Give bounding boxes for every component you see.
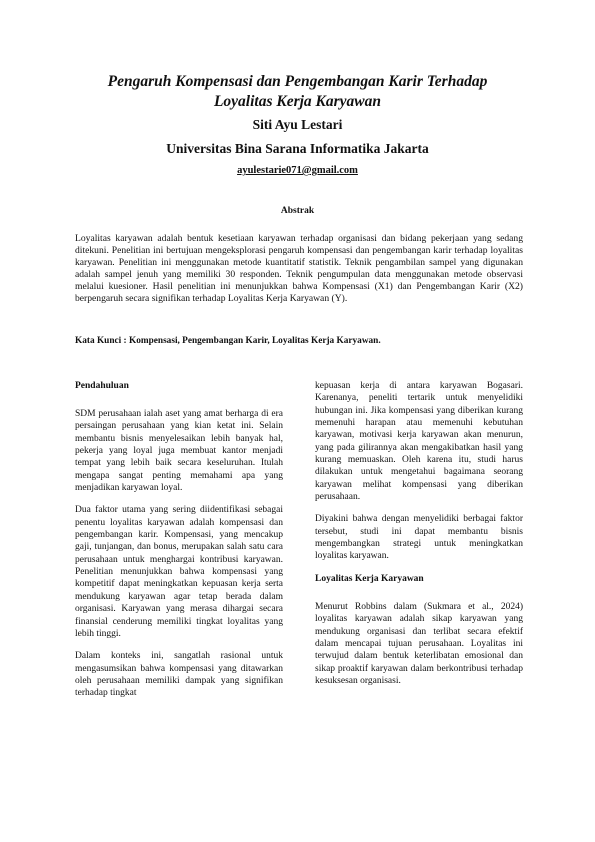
left-column (75, 380, 283, 710)
abstract-heading: Abstrak (280, 206, 315, 216)
section-heading-loyalty: Loyalitas Kerja Karyawan (315, 573, 424, 584)
paper-title (60, 72, 535, 112)
author-name: Siti Ayu Lestari (252, 117, 343, 132)
section-heading-introduction: Pendahuluan (75, 381, 129, 391)
keywords: Kata Kunci : Kompensasi, Pengembangan Karir, Loyalitas Kerja Karyawan. (75, 336, 381, 346)
title-line-1: Pengaruh Kompensasi dan Pengembangan Karir Terhadap (107, 73, 488, 90)
paragraph: Diyakini bahwa dengan menyelidiki berbagai faktor tersebut, studi ini dapat membantu bisnis mengembangkan strategi untuk meningkatkan loyalitas karyawan. (315, 514, 523, 562)
title-line-2: Loyalitas Kerja Karyawan (213, 93, 382, 110)
right-column (315, 380, 523, 697)
paragraph: Dua faktor utama yang sering diidentifikasi sebagai penentu loyalitas karyawan adalah kompensasi dan pengembangan karir. Kompensasi, yang mencakup gaji, tunjangan, dan bonus, merupakan salah satu cara perusahaan untuk menghargai kontribusi karyawan. Penelitian menunjukkan bahwa kompensasi yang kompetitif dapat meningkatkan kepuasan kerja serta mendukung karyawan agar tetap berada dalam organisasi. Karyawan yang merasa dihargai secara finansial cenderung memiliki tingkat loyalitas yang lebih tinggi. (75, 505, 283, 639)
paragraph: Menurut Robbins dalam (Sukmara et al., 2024) loyalitas karyawan adalah sikap karyawan yang mendukung organisasi dan terlibat secara efektif dalam mencapai tujuan perusahaan. Loyalitas ini terwujud dalam bentuk keterlibatan emosional dan sikap proaktif karyawan dalam berkontribusi terhadap kesuksesan organisasi. (315, 601, 523, 686)
abstract-text: Loyalitas karyawan adalah bentuk kesetiaan karyawan terhadap organisasi dan bidang pekerjaan yang sedang ditekuni. Penelitian ini bertujuan mengeksplorasi pengaruh kompensasi dan pengembangan karir terhadap loyalitas karyawan. Penelitian ini menggunakan metode kuantitatif statistik. Teknik pengambilan sampel yang digunakan adalah sampel jenuh yang memiliki 30 responden. Teknik pengumpulan data menggunakan metode observasi melalui kuesioner. Hasil penelitian ini menunjukkan bahwa Kompensasi (X1) dan Pengembangan Karir (X2) berpengaruh secara signifikan terhadap Loyalitas Kerja Karyawan (Y). (75, 233, 523, 305)
paragraph: SDM perusahaan ialah aset yang amat berharga di era persaingan perusahaan yang kian ketat ini. Selain membantu bisnis menyelesaikan lebih banyak hal, pekerja yang loyal juga membuat kantor menjadi tempat yang lebih baik secara keseluruhan. Itulah mengapa sangat penting memahami apa yang menjadikan karyawan loyal. (75, 409, 283, 494)
author-affiliation: Universitas Bina Sarana Informatika Jakarta (166, 141, 429, 156)
paragraph: kepuasan kerja di antara karyawan Bogasari. Karenanya, peneliti tertarik untuk menyelidiki hubungan ini. Jika kompensasi yang diberikan kurang memenuhi harapan atau memenuhi kebutuhan karyawan, motivasi kerja karyawan akan menurun, yang pada gilirannya akan mengakibatkan hasil yang kurang memuaskan. Oleh karena itu, studi harus dilakukan untuk mengetahui bagaimana seorang karyawan melihat kompensasi yang diberikan perusahaan. (315, 381, 523, 503)
paragraph: Dalam konteks ini, sangatlah rasional untuk mengasumsikan bahwa kompensasi yang ditawarkan oleh perusahaan memiliki dampak yang signifikan terhadap tingkat (75, 651, 283, 699)
author-email[interactable]: ayulestarie071@gmail.com (237, 165, 358, 176)
